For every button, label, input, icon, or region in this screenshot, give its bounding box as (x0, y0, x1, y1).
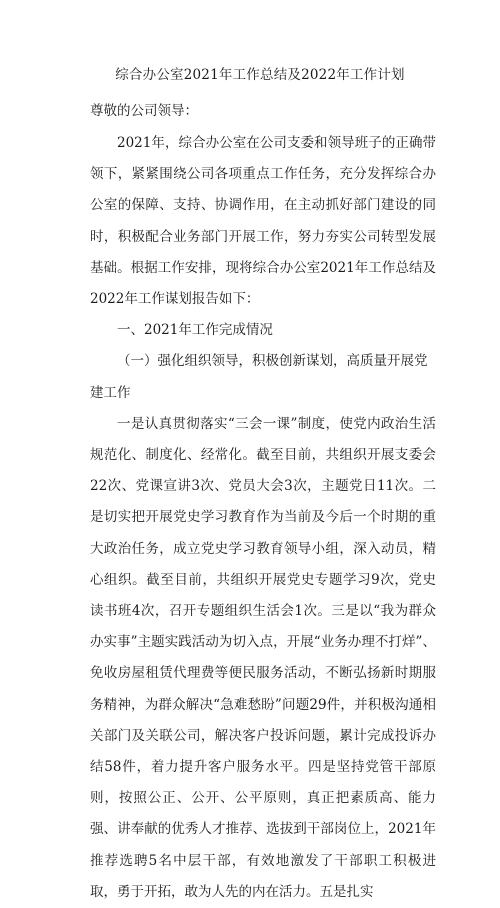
body-paragraph: 一是认真贯彻落实“三会一课”制度，使党内政治生活规范化、制度化、经常化。截至目前，共组织开展支委会22次、党课宣讲3次、党员大会3次，主题党日11次。二是切实把开展党史学习教育作为当前及今后一个时期的重大政治任务，成立党史学习教育领导小组，深入动员，精心组织。截至目前，共组织开展党史专题学习9次，党史读书班4次，召开专题组织生活会1次。三是以“我为群众办实事”主题实践活动为切入点，开展“业务办理不打烊”、免收房屋租赁代理费等便民服务活动，不断弘扬新时期服务精神，为群众解决“急难愁盼”问题29件，并积极沟通相关部门及关联公司，解决客户投诉问题，累计完成投诉办结58件，着力提升客户服务水平。四是坚持党管干部原则，按照公正、公开、公平原则，真正把素质高、能力强、讲奉献的优秀人才推荐、选拔到干部岗位上，2021年推荐选聘5名中层干部，有效地激发了干部职工积极进取，勇于开拓，敢为人先的内在活力。五是扎实 (90, 415, 436, 900)
document-title: 综合办公室2021年工作总结及2022年工作计划 (115, 67, 405, 83)
subsection-heading: （一）强化组织领导，积极创新谋划，高质量开展党建工作 (90, 353, 428, 401)
salutation: 尊敬的公司领导： (90, 103, 198, 119)
section-heading: 一、2021年工作完成情况 (117, 322, 273, 339)
salutation-block (90, 100, 436, 122)
intro-paragraph: 2021年，综合办公室在公司支委和领导班子的正确带领下，紧紧围绕公司各项重点工作任务，充分发挥综合办公室的保障、支持、协调作用，在主动抓好部门建设的同时，积极配合业务部门开展工作，努力夯实公司转型发展基础。根据工作安排，现将综合办公室2021年工作总结及2022年工作谋划报告如下： (90, 135, 436, 308)
